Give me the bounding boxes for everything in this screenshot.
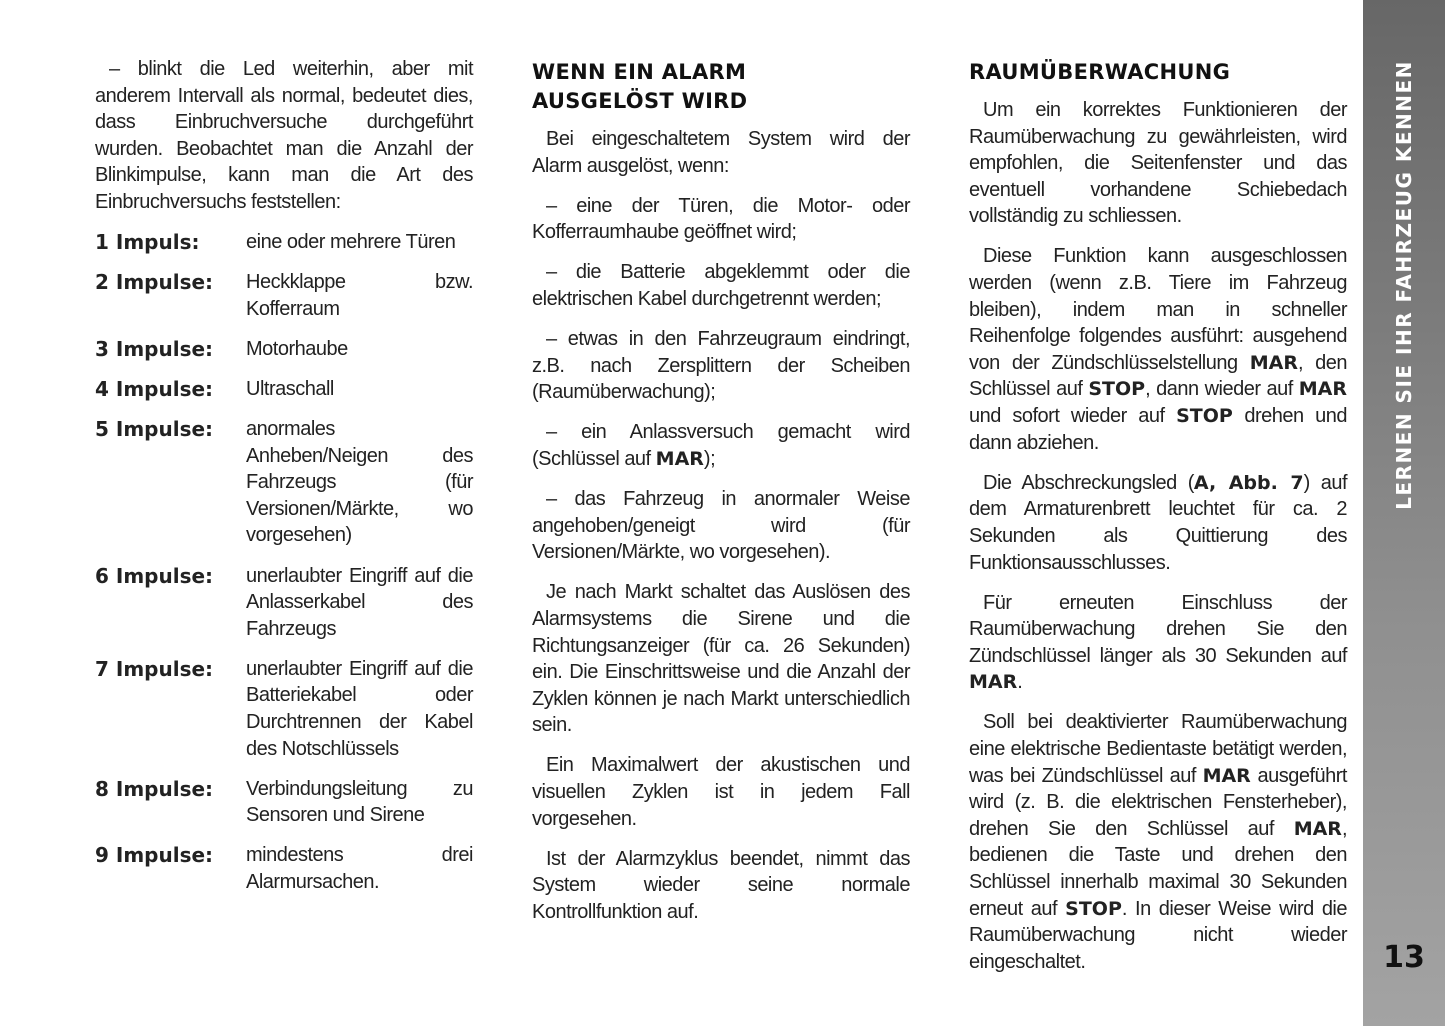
impulse-label: 8 Impulse:	[95, 776, 214, 801]
text-run: Soll bei deaktivierter Raumüberwachung eine elektrische Bedientaste betätigt werden, was bei Zündschlüssel auf	[969, 711, 1347, 787]
paragraph	[532, 259, 910, 312]
bold-term: MAR	[1202, 764, 1251, 787]
alarm-paragraphs	[532, 126, 910, 925]
impulse-label: 9 Impulse:	[95, 843, 214, 868]
text-run: ausgeführt wird (z. B. die elektrischen Fensterheber), drehen Sie den Schlüssel auf	[969, 764, 1347, 840]
column-2	[532, 56, 910, 939]
impulse-item	[95, 229, 473, 256]
paragraph	[969, 97, 1347, 230]
impulse-label: 3 Impulse:	[95, 336, 214, 361]
text-run: . In dieser Weise wird die Raumüberwachung nicht wieder eingeschaltet.	[969, 897, 1348, 973]
impulse-description: eine oder mehrere Türen	[246, 231, 456, 254]
bold-term: MAR	[655, 447, 704, 470]
impulse-label: 6 Impulse:	[95, 563, 214, 588]
intro-paragraph: – blinkt die Led weiterhin, aber mit anderem Intervall als normal, bedeutet dies, dass Einbruchversuche durchgeführt wurden. Beobachtet man die Anzahl der Blinkimpulse, kann man die Art des Einbruchversuchs feststellen:	[95, 58, 473, 213]
text-run: );	[703, 447, 716, 470]
text-run: – ein Anlassversuch gemacht wird (Schlüssel auf	[532, 421, 910, 470]
paragraph	[532, 126, 910, 179]
bold-term: MAR	[1293, 817, 1342, 840]
paragraph	[532, 326, 910, 406]
text-run: ) auf dem Armaturenbrett leuchtet für ca. 2 Sekunden als Quittierung des Funktionsausschlusses.	[969, 471, 1347, 574]
impulse-item	[95, 656, 473, 762]
bold-term: STOP	[1065, 897, 1122, 920]
bold-term: MAR	[969, 671, 1018, 694]
impulse-description: anormales Anheben/Neigen des Fahrzeugs (für Versionen/Märkte, wo vorgesehen)	[246, 418, 473, 547]
section-heading-alarm: WENN EIN ALARM AUSGELÖST WIRD	[532, 60, 748, 113]
impulse-item	[95, 842, 473, 895]
paragraph	[532, 579, 910, 739]
text-run: , den Schlüssel auf	[969, 351, 1347, 401]
text-run: und sofort wieder auf	[969, 405, 1177, 428]
chapter-title: LERNEN SIE IHR FAHRZEUG KENNEN	[1392, 60, 1416, 510]
paragraph	[969, 470, 1347, 576]
impulse-label: 1 Impuls:	[95, 230, 200, 255]
paragraph	[532, 752, 910, 832]
impulse-list	[95, 229, 473, 895]
impulse-item	[95, 376, 473, 403]
impulse-description: Verbindungsleitung zu Sensoren und Sirene	[246, 777, 473, 827]
text-run: .	[1017, 671, 1023, 694]
impulse-label: 4 Impulse:	[95, 376, 214, 401]
column-3	[969, 56, 1347, 989]
paragraph	[532, 846, 910, 926]
paragraph	[969, 243, 1347, 456]
impulse-description: unerlaubter Eingriff auf die Batteriekabel oder Durchtrennen der Kabel des Notschlüssels	[246, 657, 473, 760]
text-run: Die Abschreckungsled (	[983, 471, 1194, 494]
text-run: – etwas in den Fahrzeugraum eindringt, z.B. nach Zersplittern der Scheiben (Raumüberwachung);	[532, 328, 910, 404]
bold-term: MAR	[1298, 378, 1348, 401]
chapter-sidebar	[1363, 0, 1445, 1026]
text-run: – die Batterie abgeklemmt oder die elektrischen Kabel durchgetrennt werden;	[532, 261, 910, 310]
bold-term: STOP	[1088, 378, 1146, 401]
bold-term: MAR	[1249, 351, 1298, 374]
paragraph	[969, 709, 1347, 975]
text-run: Diese Funktion kann ausgeschlossen werden (wenn z.B. Tiere im Fahrzeug bleiben), indem man in schneller Reihenfolge folgendes ausführt: ausgehend von der Zündschlüsselstellung	[969, 245, 1347, 374]
bold-term: STOP	[1176, 405, 1233, 428]
text-run: , dann wieder auf	[1145, 378, 1299, 401]
impulse-item	[95, 776, 473, 829]
text-run: Bei eingeschaltetem System wird der Alarm ausgelöst, wenn:	[532, 128, 910, 177]
impulse-item	[95, 336, 473, 363]
impulse-label: 5 Impulse:	[95, 417, 214, 442]
paragraph	[969, 590, 1347, 696]
impulse-description: Ultraschall	[246, 377, 334, 400]
section-heading-raumueberwachung: RAUMÜBERWACHUNG	[969, 60, 1231, 84]
bold-term: A, Abb. 7	[1193, 471, 1304, 494]
page-number: 13	[1383, 940, 1425, 975]
text-run: – eine der Türen, die Motor- oder Kofferraumhaube geöffnet wird;	[532, 194, 910, 244]
impulse-item	[95, 563, 473, 643]
impulse-description: Motorhaube	[246, 337, 348, 360]
impulse-description: unerlaubter Eingriff auf die Anlasserkabel des Fahrzeugs	[246, 564, 473, 640]
impulse-description: mindestens drei Alarmursachen.	[246, 844, 473, 893]
paragraph	[532, 486, 910, 566]
impulse-item	[95, 269, 473, 322]
text-run: Ein Maximalwert der akustischen und visuellen Zyklen ist in jedem Fall vorgesehen.	[532, 754, 910, 830]
column-1	[95, 56, 473, 909]
text-run: Für erneuten Einschluss der Raumüberwachung drehen Sie den Zündschlüssel länger als 30 Sekunden auf	[969, 591, 1347, 667]
text-run: Je nach Markt schaltet das Auslösen des Alarmsystems die Sirene und die Richtungsanzeiger (für ca. 26 Sekunden) ein. Die Einschrittsweise und die Anzahl der Zyklen können je nach Markt unterschiedlich sein.	[532, 581, 910, 737]
paragraph	[532, 419, 910, 472]
text-run: drehen und dann abziehen.	[969, 405, 1347, 454]
text-run: – das Fahrzeug in anormaler Weise angehoben/geneigt wird (für Versionen/Märkte, wo vorgesehen).	[532, 488, 910, 564]
impulse-description: Heckklappe bzw. Kofferraum	[246, 271, 473, 320]
text-run: Um ein korrektes Funktionieren der Raumüberwachung zu gewährleisten, wird empfohlen, die Seitenfenster und das eventuell vorhandene Schiebedach vollständig zu schliessen.	[969, 99, 1347, 228]
impulse-item	[95, 416, 473, 549]
paragraph	[532, 193, 910, 246]
impulse-label: 2 Impulse:	[95, 270, 214, 295]
impulse-label: 7 Impulse:	[95, 656, 214, 681]
raumueberwachung-paragraphs	[969, 97, 1347, 975]
text-run: Ist der Alarmzyklus beendet, nimmt das System wieder seine normale Kontrollfunktion auf.	[532, 847, 910, 923]
text-run: , bedienen die Taste und drehen den Schlüssel innerhalb maximal 30 Sekunden erneut auf	[969, 817, 1347, 920]
